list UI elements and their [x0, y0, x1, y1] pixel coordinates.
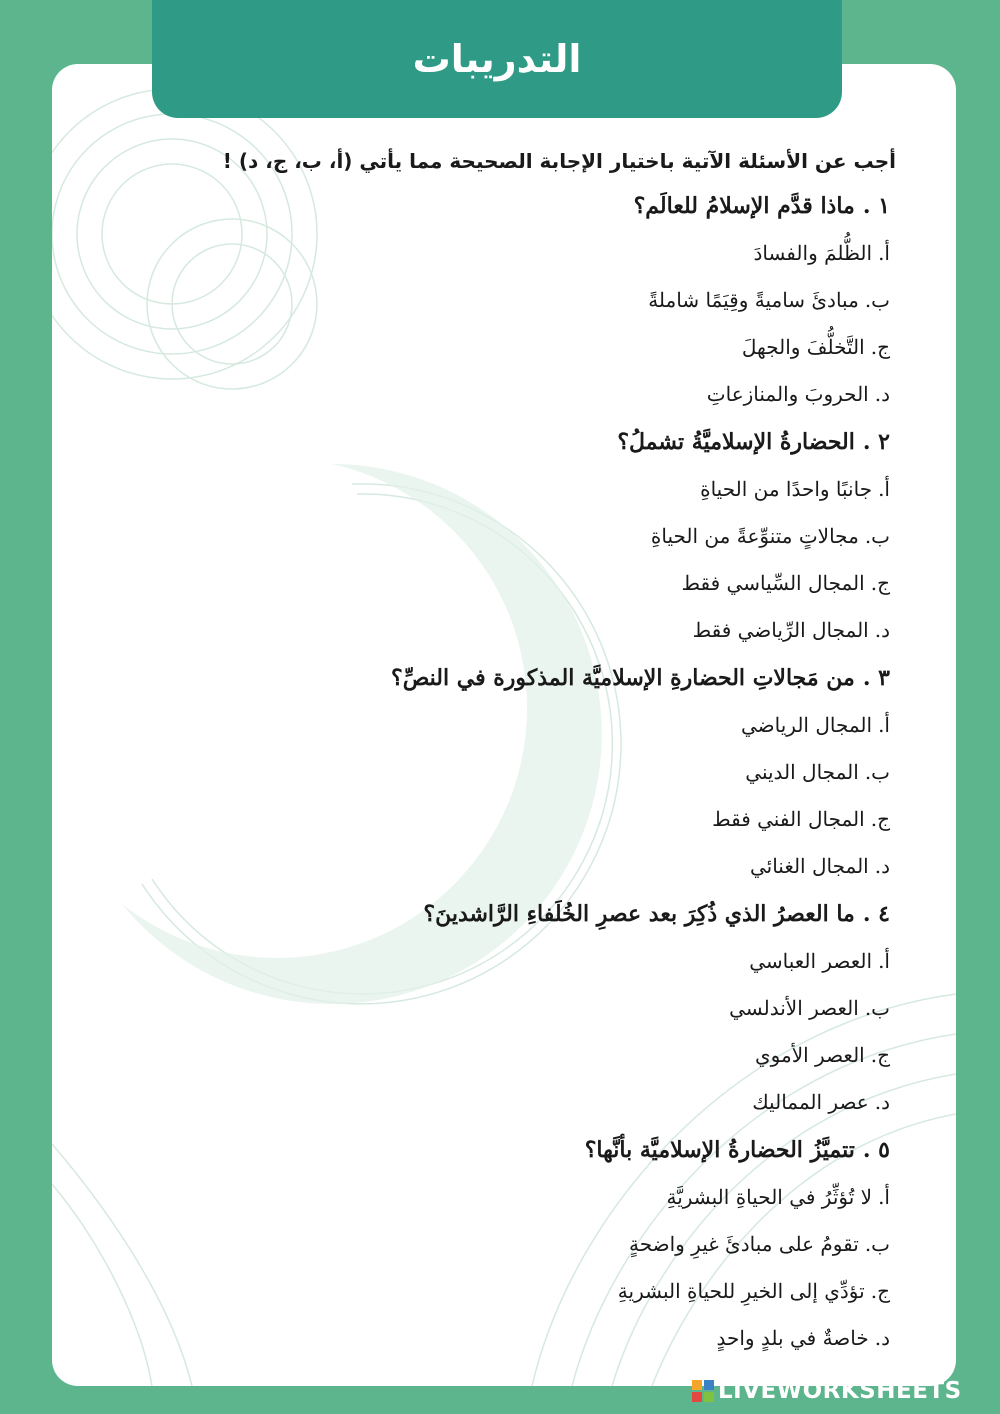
option-letter: أ. — [878, 949, 890, 973]
option-letter: ج. — [870, 1043, 890, 1067]
option-text: تؤدِّي إلى الخيرِ للحياةِ البشريةِ — [617, 1279, 865, 1303]
option-letter: أ. — [878, 241, 890, 265]
option-text: المجال الرِّياضي فقط — [692, 618, 869, 642]
instruction-text: أجب عن الأسئلة الآتية باختيار الإجابة الصحيحة مما يأتي (أ، ب، ج، د) ! — [222, 149, 896, 173]
option-text: جانبًا واحدًا من الحياةِ — [700, 477, 873, 501]
liveworksheets-watermark — [692, 1376, 962, 1406]
option-text: المجال الغنائي — [749, 854, 869, 878]
option-letter: د. — [874, 618, 890, 642]
answer-option[interactable] — [96, 560, 890, 607]
page-title: التدريبات — [412, 37, 582, 81]
answer-option[interactable] — [96, 513, 890, 560]
question-text: الحضارةُ الإسلاميَّةُ تشملُ؟ — [617, 429, 855, 455]
question-title — [96, 1126, 890, 1174]
option-letter: ب. — [864, 760, 890, 784]
option-text: الحروبَ والمنازعاتِ — [706, 382, 869, 406]
watermark-text: LIVEWORKSHEETS — [718, 1378, 962, 1404]
answer-option[interactable] — [96, 1032, 890, 1079]
option-letter: د. — [874, 854, 890, 878]
answer-option[interactable] — [96, 230, 890, 277]
question-number: ٢ . — [862, 429, 890, 455]
title-banner — [152, 0, 842, 118]
answer-option[interactable] — [96, 1174, 890, 1221]
question-text: ما العصرُ الذي ذُكِرَ بعد عصرِ الخُلَفاءِ الرَّاشدينَ؟ — [423, 901, 855, 927]
answer-option[interactable] — [96, 749, 890, 796]
answer-option[interactable] — [96, 843, 890, 890]
option-text: تقومُ على مبادئَ غيرِ واضحةٍ — [628, 1232, 859, 1256]
question-number: ٤ . — [862, 901, 890, 927]
question-number: ٥ . — [862, 1137, 890, 1163]
option-text: العصر الأموي — [755, 1043, 865, 1067]
answer-option[interactable] — [96, 371, 890, 418]
option-text: العصر العباسي — [749, 949, 873, 973]
option-text: لا تُؤثِّرُ في الحياةِ البشريَّةِ — [666, 1185, 873, 1209]
answer-option[interactable] — [96, 466, 890, 513]
answer-option[interactable] — [96, 607, 890, 654]
question-text: تتميَّزُ الحضارةُ الإسلاميَّة بأنَّها؟ — [584, 1137, 855, 1163]
option-letter: ب. — [864, 524, 890, 548]
option-text: المجال الديني — [745, 760, 859, 784]
question-title — [96, 182, 890, 230]
answer-option[interactable] — [96, 1079, 890, 1126]
question-number: ٣ . — [862, 665, 890, 691]
question-number: ١ . — [862, 193, 890, 219]
answer-option[interactable] — [96, 938, 890, 985]
option-letter: أ. — [878, 477, 890, 501]
option-letter: ج. — [870, 807, 890, 831]
option-text: التَّخلُّفَ والجهلَ — [741, 335, 865, 359]
option-letter: ج. — [870, 335, 890, 359]
option-text: عصر المماليك — [752, 1090, 869, 1114]
option-letter: د. — [874, 382, 890, 406]
option-letter: ب. — [864, 996, 890, 1020]
option-text: مبادئَ ساميةً وقِيَمًا شاملةً — [648, 288, 859, 312]
option-letter: ب. — [864, 1232, 890, 1256]
questions-container — [96, 140, 896, 1362]
option-letter: د. — [874, 1090, 890, 1114]
answer-option[interactable] — [96, 702, 890, 749]
option-text: العصر الأندلسي — [729, 996, 859, 1020]
option-text: المجال السِّياسي فقط — [681, 571, 865, 595]
option-letter: أ. — [878, 713, 890, 737]
answer-option[interactable] — [96, 985, 890, 1032]
answer-option[interactable] — [96, 1315, 890, 1362]
liveworksheets-logo-icon — [692, 1380, 714, 1402]
question-title — [96, 654, 890, 702]
question-list — [96, 182, 896, 1362]
option-text: المجال الفني فقط — [712, 807, 865, 831]
answer-option[interactable] — [96, 796, 890, 843]
option-text: مجالاتٍ متنوِّعةً من الحياةِ — [650, 524, 859, 548]
question-text: من مَجالاتِ الحضارةِ الإسلاميَّة المذكورة في النصِّ؟ — [391, 665, 855, 691]
question-title — [96, 890, 890, 938]
option-letter: ب. — [864, 288, 890, 312]
option-letter: أ. — [878, 1185, 890, 1209]
option-letter: ج. — [870, 571, 890, 595]
option-letter: ج. — [870, 1279, 890, 1303]
answer-option[interactable] — [96, 324, 890, 371]
question-text: ماذا قدَّم الإسلامُ للعالَم؟ — [633, 193, 855, 219]
option-letter: د. — [874, 1326, 890, 1350]
question-title — [96, 418, 890, 466]
option-text: خاصةٌ في بلدٍ واحدٍ — [716, 1326, 869, 1350]
option-text: المجال الرياضي — [740, 713, 873, 737]
answer-option[interactable] — [96, 1221, 890, 1268]
answer-option[interactable] — [96, 277, 890, 324]
option-text: الظُّلمَ والفسادَ — [753, 241, 873, 265]
answer-option[interactable] — [96, 1268, 890, 1315]
